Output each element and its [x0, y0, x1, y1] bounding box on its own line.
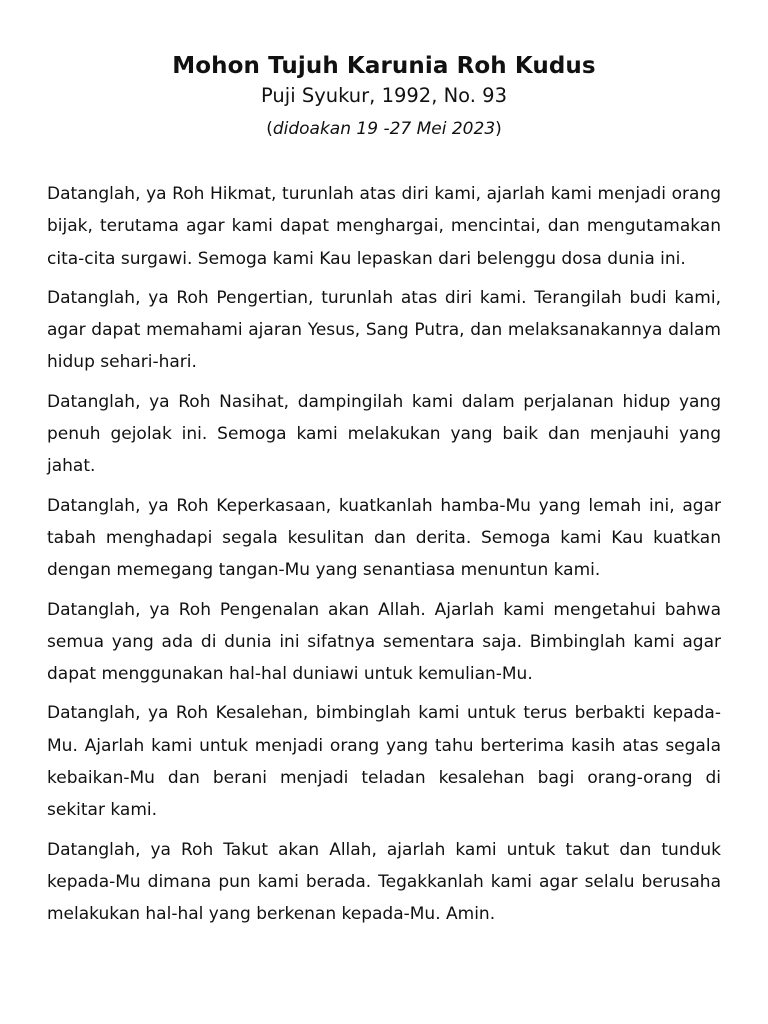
prayer-paragraph-fear-of-god: Datanglah, ya Roh Takut akan Allah, ajarlah kami untuk takut dan tunduk kepada-Mu dimana pun kami berada. Tegakkanlah kami agar selalu berusaha melakukan hal-hal yang berkenan kepada-Mu. Amin.: [47, 839, 721, 925]
prayer-body: [47, 178, 721, 931]
prayer-paragraph-piety: Datanglah, ya Roh Kesalehan, bimbinglah kami untuk terus berbakti kepada-Mu. Ajarlah kami untuk menjadi orang yang tahu berterima kasih atas segala kebaikan-Mu dan berani menjadi teladan kesalehan bagi orang-orang di sekitar kami.: [47, 703, 721, 821]
document-header: [47, 50, 721, 142]
prayer-paragraph-understanding: Datanglah, ya Roh Pengertian, turunlah atas diri kami. Terangilah budi kami, agar dapat memahami ajaran Yesus, Sang Putra, dan melaksanakannya dalam hidup sehari-hari.: [47, 287, 721, 373]
date-text: didoakan 19 -27 Mei 2023: [272, 119, 496, 139]
prayer-paragraph-counsel: Datanglah, ya Roh Nasihat, dampingilah kami dalam perjalanan hidup yang penuh gejolak ini. Semoga kami melakukan yang baik dan menjauhi yang jahat.: [47, 391, 721, 477]
document-source: Puji Syukur, 1992, No. 93: [261, 84, 507, 107]
document-title: Mohon Tujuh Karunia Roh Kudus: [172, 53, 596, 79]
prayer-paragraph-wisdom: Datanglah, ya Roh Hikmat, turunlah atas diri kami, ajarlah kami menjadi orang bijak, terutama agar kami dapat menghargai, mencintai, dan mengutamakan cita-cita surgawi. Semoga kami Kau lepaskan dari belenggu dosa dunia ini.: [47, 184, 721, 269]
prayer-paragraph-knowledge: Datanglah, ya Roh Pengenalan akan Allah. Ajarlah kami mengetahui bahwa semua yang ada di dunia ini sifatnya sementara saja. Bimbinglah kami agar dapat menggunakan hal-hal duniawi untuk kemulian-Mu.: [47, 599, 721, 685]
date-open-paren: (: [266, 119, 273, 139]
prayer-date: [47, 116, 721, 142]
prayer-paragraph-fortitude: Datanglah, ya Roh Keperkasaan, kuatkanlah hamba-Mu yang lemah ini, agar tabah menghadapi segala kesulitan dan derita. Semoga kami Kau kuatkan dengan memegang tangan-Mu yang senantiasa menuntun kami.: [47, 495, 721, 581]
date-close-paren: ): [495, 119, 502, 139]
